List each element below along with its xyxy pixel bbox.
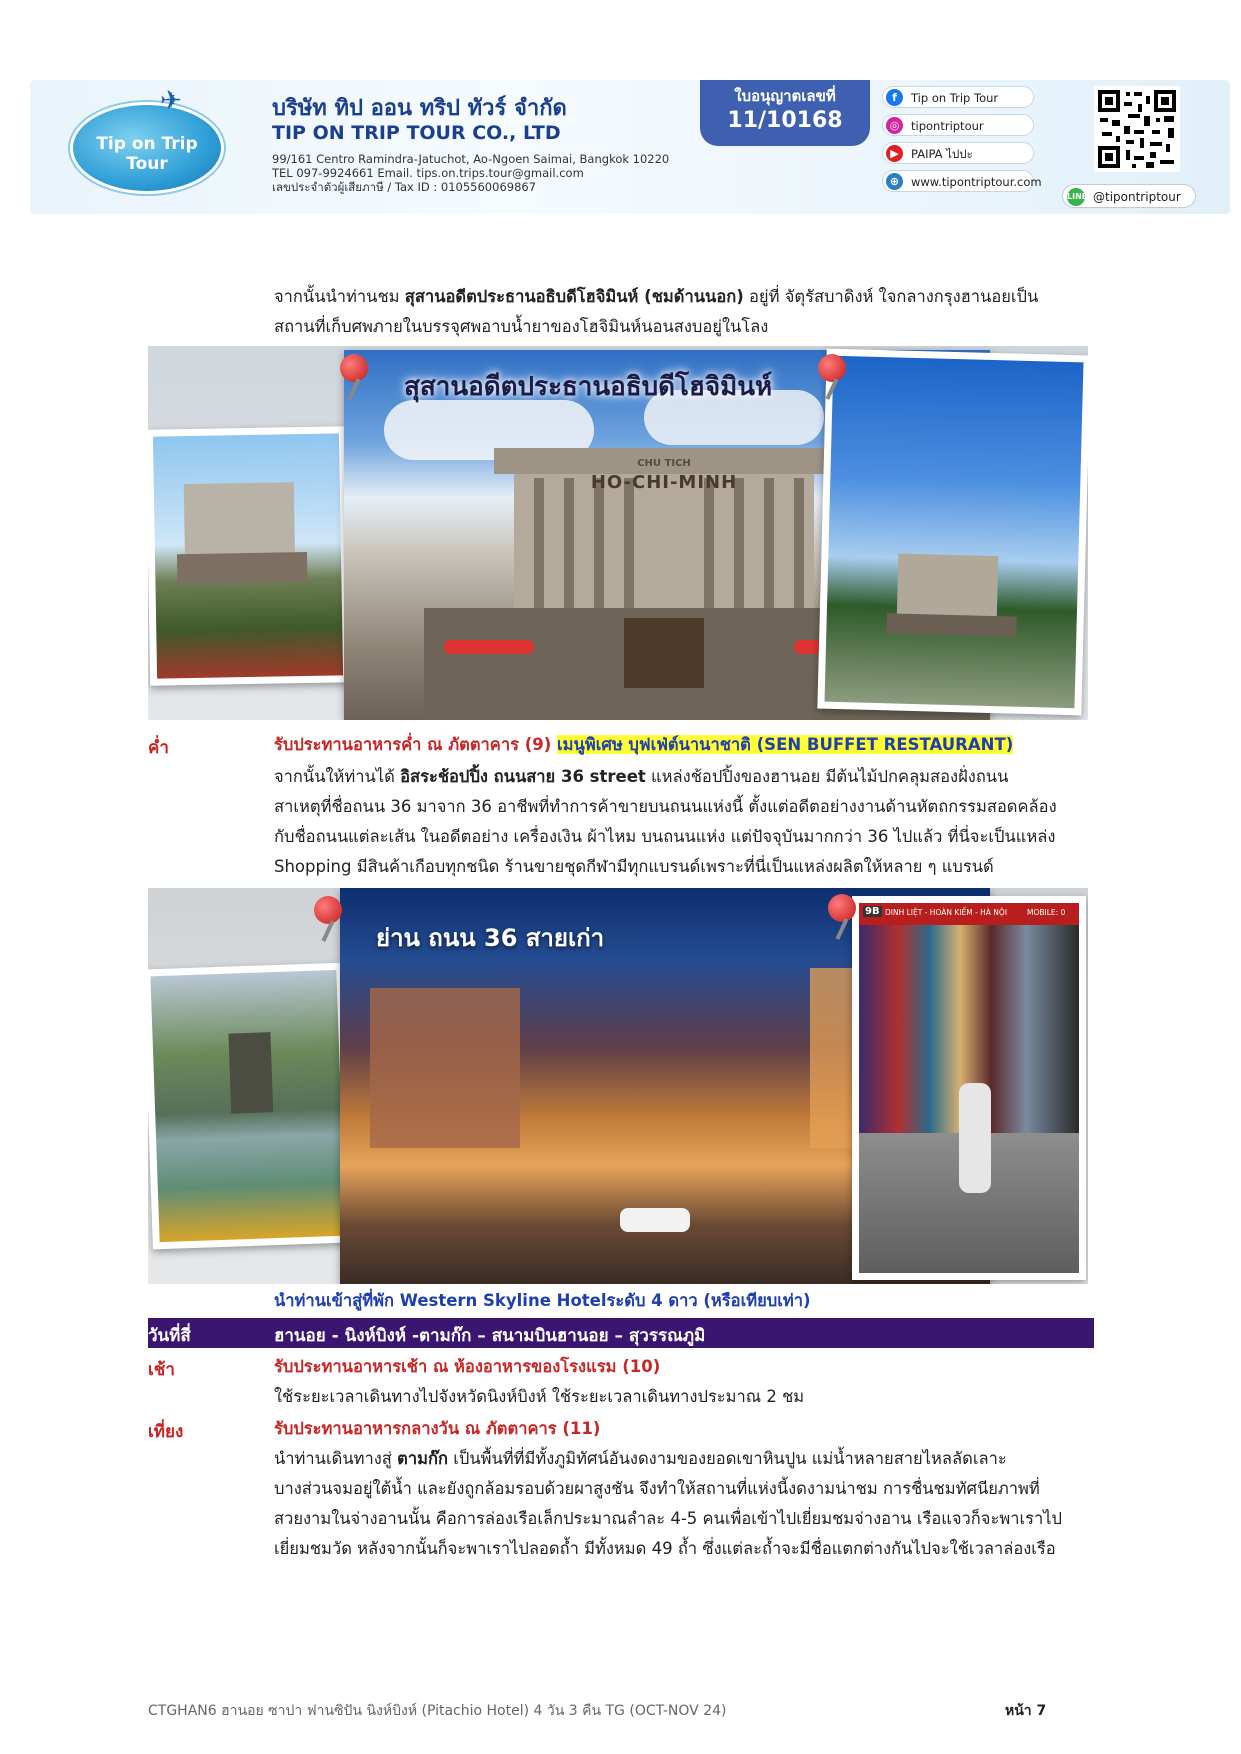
page-number: หน้า 7: [1005, 1703, 1047, 1719]
social-line[interactable]: [1062, 184, 1196, 208]
footer-text: CTGHAN6 ฮานอย ซาปา ฟานซิปัน นิงห์บิงห์ (Pitachio Hotel) 4 วัน 3 คืน TG (OCT-NOV 24): [148, 1703, 727, 1719]
contact-line: TEL 097-9924661 Email. tips.on.trips.tour@gmail.com: [272, 166, 584, 180]
social-label: www.tipontriptour.com: [911, 175, 1042, 189]
shopping-line-3: กับชื่อถนนแต่ละเส้น ในอดีตอย่าง เครื่องเงิน ผ้าไหม บนถนนแห่ง แต่ปัจจุบันมากกว่า 36 ไปแล้ว ที่นี่จะเป็นแหล่ง: [274, 827, 1056, 846]
line-icon: LINE: [1067, 188, 1085, 206]
attraction-name: อิสระช้อปปิ้ง ถนนสาย 36 street: [400, 767, 646, 786]
mausoleum-photo-right: [817, 349, 1088, 716]
mausoleum-sign-top: CHU TICH: [637, 458, 691, 469]
old-quarter-photo-collage: [148, 888, 1088, 1284]
hoan-kiem-lake-photo: [148, 963, 353, 1250]
dinner-menu-highlight: เมนูพิเศษ บุฟเฟ่ต์นานาชาติ (SEN BUFFET RESTAURANT): [557, 735, 1014, 754]
day-title: ฮานอย - นิงห์บิงห์ -ตามก๊ก – สนามบินฮานอย – สุวรรณภูมิ: [274, 1326, 706, 1346]
intro-paragraph: [274, 282, 1094, 342]
day-header-bar: [148, 1318, 1094, 1348]
intro-line-1: [274, 282, 1094, 312]
mausoleum-photo-collage: [148, 346, 1088, 720]
company-address: [272, 152, 669, 194]
logo-text: Tip on Trip Tour: [96, 134, 198, 174]
text-run: อยู่ที่ จัตุรัสบาดิงห์ ใจกลางกรุงฮานอยเป็น: [743, 287, 1039, 306]
hotel-line: [274, 1286, 1094, 1316]
meal-label-breakfast: เช้า: [148, 1360, 175, 1380]
social-youtube[interactable]: [882, 142, 1034, 164]
company-name-en: TIP ON TRIP TOUR CO., LTD: [272, 122, 561, 144]
lunch-line-1: [274, 1444, 1094, 1474]
social-label: PAIPA ไปปะ: [911, 147, 973, 161]
instagram-icon: ◎: [886, 117, 903, 134]
mausoleum-sign-main: HO-CHI-MINH: [590, 472, 738, 493]
tax-id-line: เลขประจำตัวผู้เสียภาษี / Tax ID : 0105560069867: [272, 180, 537, 194]
social-facebook[interactable]: [882, 86, 1034, 108]
day-label: วันที่สี่: [148, 1326, 191, 1346]
pushpin-icon: [314, 896, 342, 924]
youtube-icon: ▶: [886, 145, 903, 162]
shopping-paragraph: [274, 762, 1094, 882]
social-label: tipontriptour: [911, 119, 984, 133]
meal-label-dinner: ค่ำ: [148, 738, 169, 758]
qr-code: [1094, 86, 1180, 172]
company-name-th: บริษัท ทิป ออน ทริป ทัวร์ จำกัด: [272, 96, 567, 121]
attraction-name: ตามก๊ก: [397, 1449, 448, 1468]
dinner-restaurant: รับประทานอาหารค่ำ ณ ภัตตาคาร (9): [274, 735, 558, 754]
pushpin-icon: [828, 894, 856, 922]
meal-label-lunch: เที่ยง: [148, 1422, 184, 1442]
text-run: เป็นพื้นที่ที่มีทั้งภูมิทัศน์อันงดงามของยอดเขาหินปูน แม่น้ำหลายสายไหลลัดเลาะ: [447, 1449, 1007, 1468]
text-run: จากนั้นให้ท่านได้: [274, 767, 401, 786]
street-vendor-photo: [852, 896, 1086, 1280]
lunch-line-4: เยี่ยมชมวัด หลังจากนั้นก็จะพาเราไปลอดถ้ำ มีทั้งหมด 49 ถ้ำ ซึ่งแต่ละถ้ำจะมีชื่อแตกต่างกันไปจะใช้เวลาล่องเรือ: [274, 1539, 1056, 1558]
text-run: นำท่านเดินทางสู่: [274, 1449, 398, 1468]
mausoleum-photo-left: [148, 426, 350, 685]
facebook-icon: f: [886, 89, 903, 106]
text-run: แหล่งช้อปปิ้งของฮานอย มีต้นไม้ปกคลุมสองฝั่งถนน: [645, 767, 1009, 786]
collage-title: ย่าน ถนน 36 สายเก่า: [376, 924, 605, 952]
license-number: 11/10168: [727, 108, 843, 133]
lunch-line-3: สวยงามในจ่างอานนั้น คือการล่องเรือเล็กประมาณลำละ 4-5 คนเพื่อเข้าไปเยี่ยมชมจ่างอาน เรือแจวก็จะพาเราไป: [274, 1509, 1063, 1528]
shop-number: 9B: [865, 906, 880, 917]
breakfast-travel-text: ใช้ระยะเวลาเดินทางไปจังหวัดนิงห์บิงห์ ใช้ระยะเวลาเดินทางประมาณ 2 ชม: [274, 1387, 805, 1406]
breakfast-block: [274, 1352, 1094, 1412]
header-banner: [30, 80, 1230, 214]
breakfast-info: รับประทานอาหารเช้า ณ ห้องอาหารของโรงแรม (10): [274, 1357, 661, 1376]
dinner-line: [274, 730, 1094, 760]
intro-line-2: สถานที่เก็บศพภายในบรรจุศพอาบน้ำยาของโฮจิมินห์นอนสงบอยู่ในโลง: [274, 317, 769, 336]
shop-sign: DINH LIỆT - HOÀN KIẾM - HÀ NỘI: [885, 908, 1008, 917]
qr-code-graphic: [1094, 86, 1180, 172]
airplane-icon: ✈: [160, 86, 182, 116]
lunch-line-2: บางส่วนจมอยู่ใต้น้ำ และยังถูกล้อมรอบด้วยผาสูงชัน จึงทำให้สถานที่แห่งนี้งดงามน่าชม การชื่นชมทัศนียภาพที่: [274, 1479, 1040, 1498]
lunch-block: [274, 1414, 1094, 1564]
text-run: จากนั้นนำท่านชม: [274, 287, 405, 306]
address-line: 99/161 Centro Ramindra-Jatuchot, Ao-Ngoen Saimai, Bangkok 10220: [272, 152, 670, 166]
hotel-info: นำท่านเข้าสู่ที่พัก Western Skyline Hotelระดับ 4 ดาว (หรือเทียบเท่า): [274, 1291, 811, 1310]
social-instagram[interactable]: [882, 114, 1034, 136]
pushpin-icon: [340, 354, 368, 382]
collage-title: สุสานอดีตประธานอธิบดีโฮจิมินห์: [404, 372, 773, 402]
pushpin-icon: [818, 354, 846, 382]
shop-mobile: MOBILE: 0: [1027, 908, 1066, 917]
shopping-line-1: [274, 762, 1094, 792]
lunch-info: รับประทานอาหารกลางวัน ณ ภัตตาคาร (11): [274, 1419, 601, 1438]
social-label: Tip on Trip Tour: [911, 91, 999, 105]
license-label: ใบอนุญาตเลขที่: [734, 87, 836, 105]
shopping-line-4: Shopping มีสินค้าเกือบทุกชนิด ร้านขายชุดกีฬามีทุกแบรนด์เพราะที่นี่เป็นแหล่งผลิตให้หลาย ๆ แบรนด์: [274, 857, 994, 876]
attraction-name: สุสานอดีตประธานอธิบดีโฮจิมินห์ (ชมด้านนอก): [404, 287, 744, 306]
web-icon: ⊕: [886, 173, 903, 190]
shopping-line-2: สาเหตุที่ชื่อถนน 36 มาจาก 36 อาชีพที่ทำการค้าขายบนถนนแห่งนี้ ตั้งแต่อดีตอย่างงานด้านหัตถกรรมสอดคล้อง: [274, 797, 1057, 816]
social-website[interactable]: [882, 170, 1042, 192]
social-label: @tipontriptour: [1093, 190, 1181, 204]
